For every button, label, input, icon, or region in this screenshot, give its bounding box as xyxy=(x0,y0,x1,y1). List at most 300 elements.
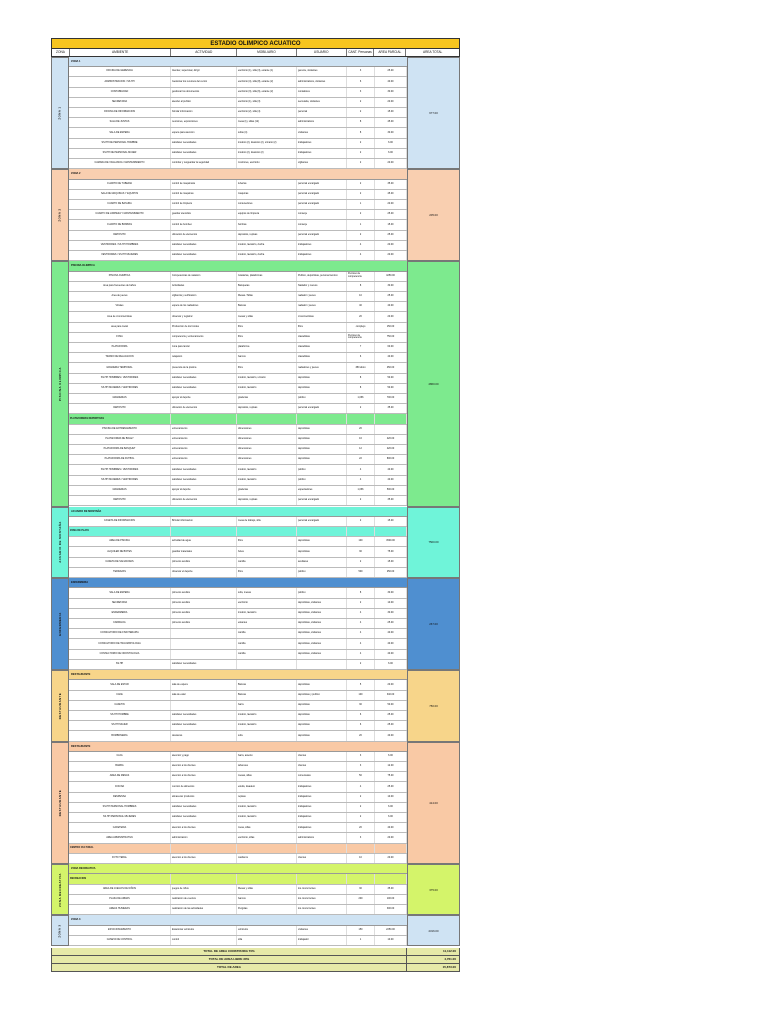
actividad-cell xyxy=(171,527,237,536)
table-row xyxy=(69,363,407,373)
ambiente-cell: AREA DE MESAS xyxy=(69,772,171,781)
actividad-cell: control de bombeo xyxy=(171,220,237,229)
usuario-cell: personal encargado xyxy=(297,200,347,209)
mobiliario-cell: depositos, repisas xyxy=(237,231,297,240)
table-row xyxy=(69,537,407,547)
personas-cell: 6 xyxy=(347,721,375,730)
actividad-cell: zona para lanzar xyxy=(171,343,237,352)
actividad-cell: satisfacer necesidades xyxy=(171,476,237,485)
mobiliario-cell: escritorio (1), silla (3) xyxy=(237,98,297,107)
ambiente-cell: Area de cronometristas xyxy=(69,312,171,321)
area-cell: 30.00 xyxy=(375,609,407,618)
ambiente-cell: PLATAFORMAS DEPORTIVAS xyxy=(69,414,171,423)
ambiente-cell: CENTRO CULTURAL xyxy=(69,844,171,853)
mobiliario-cell: vehiculos xyxy=(237,926,297,935)
mobiliario-cell xyxy=(237,660,297,669)
table-row xyxy=(69,486,407,496)
area-cell: 30.00 xyxy=(375,588,407,597)
usuario-cell: deportistas, visitantes xyxy=(297,650,347,659)
header-area-parcial: AREA PARCIAL xyxy=(374,49,406,56)
area-cell: 20.00 xyxy=(375,680,407,689)
zone-area-total: 375.00 xyxy=(407,864,460,915)
usuario-cell: gerente, visitantes xyxy=(297,67,347,76)
area-cell: 25.00 xyxy=(375,721,407,730)
ambiente-cell: CUARTO DE LIMPIEZA Y MANTENIMIENTO xyxy=(69,210,171,219)
usuario-cell: deportistas xyxy=(297,547,347,556)
personas-cell: 10 xyxy=(347,854,375,863)
ambiente-cell: TRAMO DE RELAJACION xyxy=(69,353,171,362)
ambiente-cell: ZONA DE PLAYA xyxy=(69,527,171,536)
table-row xyxy=(69,905,407,915)
table-row xyxy=(69,312,407,322)
area-cell: 60.00 xyxy=(375,343,407,352)
usuario-cell: trabajadores xyxy=(297,823,347,832)
personas-cell: 2 xyxy=(347,660,375,669)
zone-label: ZONA 3 xyxy=(58,924,62,938)
area-cell: 6.00 xyxy=(375,139,407,148)
area-cell: 75.00 xyxy=(375,772,407,781)
area-cell: 20.00 xyxy=(375,312,407,321)
area-cell: 100.00 xyxy=(375,895,407,904)
ambiente-cell: OFICINA DE GERENCIA xyxy=(69,67,171,76)
mobiliario-cell: inodoro, lavatorio xyxy=(237,609,297,618)
mobiliario-cell: camilla xyxy=(237,629,297,638)
ambiente-cell: PLATAFORMA DE BOLEY xyxy=(69,435,171,444)
mobiliario-cell: inodoro, lavatorio, ducha xyxy=(237,241,297,250)
usuario-cell: clavadistas xyxy=(297,343,347,352)
personas-cell: 4 xyxy=(347,241,375,250)
actividad-cell: atencion a los clientes xyxy=(171,823,237,832)
ambiente-cell: SS.HH PERSONAL MUJERES xyxy=(69,813,171,822)
table-row xyxy=(69,220,407,230)
ambiente-cell: SALA DE ESTAR xyxy=(69,680,171,689)
usuario-cell: personal encargado xyxy=(297,517,347,526)
area-cell: 6.00 xyxy=(375,660,407,669)
ambiente-cell: CUARTO DE BOMBAS xyxy=(69,220,171,229)
usuario-cell: deportistas xyxy=(297,537,347,546)
mobiliario-cell: dimensiones xyxy=(237,445,297,454)
usuario-cell: administrativos, visitantes xyxy=(297,77,347,86)
usuario-cell: los concurrentes xyxy=(297,905,347,914)
usuario-cell: personal encargado xyxy=(297,231,347,240)
actividad-cell: relajacion xyxy=(171,353,237,362)
table-row xyxy=(69,231,407,241)
usuario-cell: publico xyxy=(297,394,347,403)
mobiliario-cell: monitores, escritorio xyxy=(237,159,297,168)
personas-cell: 8 xyxy=(347,282,375,291)
personas-cell: 16 xyxy=(347,435,375,444)
zone-label: ZONA RECREATIVA xyxy=(58,872,62,907)
area-cell: 700.00 xyxy=(375,394,407,403)
actividad-cell: ubicacion de elementos xyxy=(171,496,237,505)
table-row xyxy=(69,926,407,936)
usuario-cell: deportistas, visitantes xyxy=(297,619,347,628)
personas-cell: 2 xyxy=(347,558,375,567)
area-cell: 12.00 xyxy=(375,762,407,771)
personas-cell: 4 xyxy=(347,650,375,659)
actividad-cell: juegos de niños xyxy=(171,885,237,894)
ambiente-cell: Area de jueces xyxy=(69,292,171,301)
ambiente-cell: DESPENSA xyxy=(69,793,171,802)
usuario-cell: deportistas xyxy=(297,680,347,689)
table-row xyxy=(69,782,407,792)
ambiente-cell: Area para frecuentes de baños xyxy=(69,282,171,291)
mobiliario-cell: fibra xyxy=(237,568,297,577)
area-cell: 20.00 xyxy=(375,833,407,842)
table-row xyxy=(69,568,407,578)
usuario-cell: deportistas, visitantes xyxy=(297,639,347,648)
actividad-cell: espera de los nadadores xyxy=(171,302,237,311)
zone-label-column xyxy=(51,670,69,742)
table-row xyxy=(69,455,407,465)
table-row xyxy=(69,384,407,394)
mobiliario-cell: mesa, sillas xyxy=(237,823,297,832)
area-cell: 420.00 xyxy=(375,435,407,444)
table-row xyxy=(69,180,407,190)
area-cell: 30.00 xyxy=(375,282,407,291)
zone-area-total: 2860.00 xyxy=(407,261,460,506)
personas-cell: 4 xyxy=(347,465,375,474)
table-row xyxy=(69,874,407,884)
mobiliario-cell: bancos xyxy=(237,353,297,362)
personas-cell: 3 xyxy=(347,762,375,771)
ambiente-cell: ENFERMERIA xyxy=(69,609,171,618)
ambiente-cell: ESTACIONAMIENTO xyxy=(69,926,171,935)
table-row xyxy=(69,547,407,557)
mobiliario-cell: fibra xyxy=(237,363,297,372)
table-row xyxy=(69,343,407,353)
mobiliario-cell: graderias xyxy=(237,486,297,495)
usuario-cell: vigilantes xyxy=(297,159,347,168)
actividad-cell: control de limpieza xyxy=(171,200,237,209)
actividad-cell: controlar y resguardar la seguridad xyxy=(171,159,237,168)
usuario-cell: visitantes xyxy=(297,128,347,137)
actividad-cell: primeros auxilios xyxy=(171,588,237,597)
usuario-cell xyxy=(297,844,347,853)
ambiente-cell: SS.HH DE PERSONAL HOMBRE xyxy=(69,139,171,148)
usuario-cell: personal encargado xyxy=(297,190,347,199)
table-row xyxy=(69,241,407,251)
table-row xyxy=(69,435,407,445)
zone-label: ZONA 2 xyxy=(58,208,62,222)
usuario-cell: publico xyxy=(297,476,347,485)
area-cell: 450.00 xyxy=(375,363,407,372)
usuario-cell: trabajadores xyxy=(297,139,347,148)
zone-section-header: ZONA RECREATIVA xyxy=(69,864,407,874)
area-cell: 40.00 xyxy=(375,629,407,638)
ambiente-cell: CONSULTORIO DE TRAUMATOLOGIA xyxy=(69,639,171,648)
area-cell: 25.00 xyxy=(375,292,407,301)
header-area-total: AREA TOTAL xyxy=(422,50,443,54)
personas-cell: 2 xyxy=(347,813,375,822)
actividad-cell: Competencias de natacion xyxy=(171,272,237,281)
ambiente-cell: BARRA xyxy=(69,762,171,771)
personas-cell: 1 xyxy=(347,220,375,229)
table-row xyxy=(69,660,407,670)
personas-cell: complejo xyxy=(347,323,375,332)
area-cell: 35.00 xyxy=(375,885,407,894)
zone-rows xyxy=(69,261,407,506)
mobiliario-cell: inodoro (2), lavatorio (2) xyxy=(237,149,297,158)
usuario-cell: trabajadores xyxy=(297,793,347,802)
ambiente-cell: FOTO TERAL xyxy=(69,854,171,863)
header-actividad: ACTIVIDAD xyxy=(171,49,237,56)
personas-cell: 2 xyxy=(347,599,375,608)
personas-cell: 1,066 xyxy=(347,486,375,495)
usuario-cell: personal encargado xyxy=(297,180,347,189)
ambiente-cell: SS.HH MUJERES / VESTIDORES xyxy=(69,384,171,393)
area-cell: 2250.00 xyxy=(375,926,407,935)
area-cell: 20.00 xyxy=(375,854,407,863)
mobiliario-cell: tuberias xyxy=(237,180,297,189)
mobiliario-cell: dimensiones xyxy=(237,435,297,444)
usuario-cell: trabajadores xyxy=(297,803,347,812)
ambiente-cell: AREAS HUMEDAS xyxy=(69,905,171,914)
ambiente-cell: SS.HH HOMBRES / VESTIDORES xyxy=(69,465,171,474)
personas-cell: 6 xyxy=(347,711,375,720)
zone-rows xyxy=(69,169,407,261)
area-cell: 800.00 xyxy=(375,455,407,464)
personas-cell: 8 xyxy=(347,588,375,597)
mobiliario-cell: depositos, repisas xyxy=(237,496,297,505)
table-row xyxy=(69,67,407,77)
mobiliario-cell: fibra xyxy=(237,323,297,332)
ambiente-cell: PLATAFORMA DE FUTBOL xyxy=(69,455,171,464)
zone-section-header: PISCINA OLIMPICA xyxy=(69,261,407,271)
personas-cell: 10 xyxy=(347,292,375,301)
actividad-cell: satisfacer necesidades xyxy=(171,813,237,822)
mobiliario-cell: inodoro, lavatorio xyxy=(237,476,297,485)
personas-cell: 2 xyxy=(347,496,375,505)
table-row xyxy=(69,629,407,639)
usuario-cell: personal encargado xyxy=(297,404,347,413)
table-row xyxy=(69,88,407,98)
usuario-cell: trabajadores xyxy=(297,149,347,158)
usuario-cell: trabajadores xyxy=(297,251,347,260)
area-cell: 750.00 xyxy=(375,333,407,342)
zone-area-total: 677.00 xyxy=(407,57,460,169)
usuario-cell: personal xyxy=(297,108,347,117)
personas-cell: 2 xyxy=(347,98,375,107)
zone-label-column xyxy=(51,915,69,946)
mobiliario-cell: Banquetas xyxy=(237,282,297,291)
actividad-cell: satisfacer necesidades xyxy=(171,241,237,250)
mobiliario-cell: escritorio (3), silla (6), estante (2) xyxy=(237,88,297,97)
personas-cell: Percoso de competencia xyxy=(347,272,375,281)
actividad-cell: control xyxy=(171,936,237,945)
ambiente-cell: VESTIDORES / SS.HH MUJERES xyxy=(69,251,171,260)
table-row xyxy=(69,650,407,660)
usuario-cell: contadores xyxy=(297,88,347,97)
area-cell: 20.00 xyxy=(375,241,407,250)
mobiliario-cell: botes xyxy=(237,547,297,556)
personas-cell: 2 xyxy=(347,190,375,199)
actividad-cell: entrenamiento xyxy=(171,425,237,434)
mobiliario-cell: bombas xyxy=(237,220,297,229)
area-cell: 300.00 xyxy=(375,905,407,914)
personas-cell: 8 xyxy=(347,118,375,127)
actividad-cell: sala de estar xyxy=(171,691,237,700)
usuario-cell: deportistas xyxy=(297,721,347,730)
mobiliario-cell: equipos de limpieza xyxy=(237,210,297,219)
header-usuario: USUARIO xyxy=(297,49,347,56)
usuario-cell: deportistas, visitantes xyxy=(297,609,347,618)
personas-cell: 200 xyxy=(347,895,375,904)
personas-cell: 8 xyxy=(347,374,375,383)
ambiente-cell: FOSA xyxy=(69,333,171,342)
table-row xyxy=(69,731,407,741)
personas-cell xyxy=(347,414,375,423)
usuario-cell: deportistas, visitantes xyxy=(297,599,347,608)
mobiliario-cell: mesa de trabajo, silla xyxy=(237,517,297,526)
area-cell xyxy=(375,425,407,434)
personas-cell: 4 xyxy=(347,476,375,485)
ambiente-cell: AREA ADMINISTRATIVA xyxy=(69,833,171,842)
mobiliario-cell: silla xyxy=(237,936,297,945)
zone-section-header: ZONA 2 xyxy=(69,169,407,179)
mobiliario-cell: Graderias, plataformas xyxy=(237,272,297,281)
personas-cell: 2 xyxy=(347,139,375,148)
area-cell xyxy=(375,874,407,883)
table-header xyxy=(51,49,460,57)
table-row xyxy=(69,691,407,701)
usuario-cell: Nadador y nuevos xyxy=(297,282,347,291)
personas-cell: 8 xyxy=(347,128,375,137)
area-cell: 40.00 xyxy=(375,476,407,485)
table-row xyxy=(69,496,407,506)
zone-rows xyxy=(69,670,407,742)
area-cell: 30.00 xyxy=(375,128,407,137)
mobiliario-cell: taburetes xyxy=(237,762,297,771)
ambiente-cell: SS.HH xyxy=(69,660,171,669)
table-row xyxy=(69,414,407,424)
mobiliario-cell: fibra xyxy=(237,333,297,342)
zone-section-header: RESTAURANTE xyxy=(69,742,407,752)
ambiente-cell: GRADERIA TEMPORAL xyxy=(69,363,171,372)
area-cell: 25.00 xyxy=(375,711,407,720)
table-row xyxy=(69,251,407,261)
actividad-cell: control de maquinaria xyxy=(171,180,237,189)
usuario-cell: publico xyxy=(297,588,347,597)
personas-cell: 7 xyxy=(347,343,375,352)
usuario-cell: los concurrentes xyxy=(297,895,347,904)
area-cell: 150.00 xyxy=(375,323,407,332)
personas-cell: 3 xyxy=(347,67,375,76)
personas-cell: 2 xyxy=(347,231,375,240)
actividad-cell: competencia y entrenamiento xyxy=(171,333,237,342)
area-cell: 50.00 xyxy=(375,384,407,393)
ambiente-cell: CONTABILIDAD xyxy=(69,88,171,97)
area-cell: 15.00 xyxy=(375,517,407,526)
ambiente-cell: GRADERIAS xyxy=(69,486,171,495)
table-row xyxy=(69,772,407,782)
area-cell: 40.00 xyxy=(375,650,407,659)
area-cell: 6.00 xyxy=(375,149,407,158)
zone-area-total: 7500.00 xyxy=(407,507,460,579)
area-cell: 500.00 xyxy=(375,486,407,495)
zone-area-total: 414.00 xyxy=(407,742,460,865)
zone-label: PISCINA OLIMPICA xyxy=(58,367,63,401)
mobiliario-cell: plataforma xyxy=(237,343,297,352)
header-ambiente: AMBIENTE xyxy=(70,49,172,56)
zone-section-header: ZONA 1 xyxy=(69,57,407,67)
actividad-cell: Produccion de los bordes xyxy=(171,323,237,332)
ambiente-cell: DEPOSITO xyxy=(69,231,171,240)
mobiliario-cell: mesas y sillas xyxy=(237,312,297,321)
actividad-cell: Atender, supervisar, dirigir xyxy=(171,67,237,76)
mobiliario-cell: Bancas xyxy=(237,302,297,311)
actividad-cell: brindar informacion xyxy=(171,108,237,117)
ambiente-cell: RECREACION xyxy=(69,874,171,883)
table-row xyxy=(69,752,407,762)
ambiente-cell: PLATAFORMA DE BASQUET xyxy=(69,445,171,454)
area-cell xyxy=(375,527,407,536)
actividad-cell: primeros auxilios xyxy=(171,619,237,628)
ambiente-cell: CASETA DE INFORMACION xyxy=(69,517,171,526)
area-cell: 6.00 xyxy=(375,803,407,812)
zone-label: RESTAURANTE xyxy=(58,692,62,720)
personas-cell xyxy=(347,905,375,914)
usuario-cell: los concurrentes xyxy=(297,885,347,894)
usuario-cell: deportistas xyxy=(297,435,347,444)
table-row xyxy=(69,98,407,108)
actividad-cell: primeros auxilios xyxy=(171,599,237,608)
personas-cell xyxy=(347,844,375,853)
ambiente-cell: VESTIDORES / SS.HH HOMBRES xyxy=(69,241,171,250)
ambiente-cell: AREA DE PISCINA xyxy=(69,537,171,546)
area-cell: 4500.00 xyxy=(375,537,407,546)
ambiente-cell: CAMARA DE VIGILANCIA / MANTENIMIENTO xyxy=(69,159,171,168)
mobiliario-cell xyxy=(237,874,297,883)
personas-cell xyxy=(347,527,375,536)
table-row xyxy=(69,465,407,475)
usuario-cell: clavadistas xyxy=(297,353,347,362)
zone-label-column xyxy=(51,169,69,261)
mobiliario-cell: camilla xyxy=(237,650,297,659)
table-row xyxy=(69,588,407,598)
actividad-cell: administracion xyxy=(171,833,237,842)
area-cell: 15.00 xyxy=(375,108,407,117)
area-cell: 40.00 xyxy=(375,465,407,474)
mobiliario-cell: graderias xyxy=(237,394,297,403)
usuario-cell: deportistas xyxy=(297,455,347,464)
zone-label-column xyxy=(51,261,69,506)
personas-cell: 12 xyxy=(347,445,375,454)
table-row xyxy=(69,425,407,435)
personas-cell: 2 xyxy=(347,210,375,219)
ambiente-cell: BOMBONERIA xyxy=(69,731,171,740)
mobiliario-cell: Mesas / Sillas xyxy=(237,292,297,301)
mobiliario-cell: inodoro, lavatorio xyxy=(237,721,297,730)
actividad-cell: satisfacer necesidades xyxy=(171,139,237,148)
header-personas: CANT. Personas xyxy=(347,49,375,56)
actividad-cell: descanso xyxy=(171,731,237,740)
personas-cell: 2 xyxy=(347,404,375,413)
zone-area-total: 205.00 xyxy=(407,169,460,261)
ambiente-cell: AREA DE JUEGOS DE NIÑOS xyxy=(69,885,171,894)
mobiliario-cell: contenedores xyxy=(237,200,297,209)
ambiente-cell: OFICINA DE INFORMACION xyxy=(69,108,171,117)
actividad-cell: control de maquinas xyxy=(171,190,237,199)
actividad-cell: primeros auxilios xyxy=(171,609,237,618)
usuario-cell: publico xyxy=(297,465,347,474)
personas-cell: 100 xyxy=(347,537,375,546)
personas-cell: 4 xyxy=(347,629,375,638)
personas-cell: 1 xyxy=(347,936,375,945)
usuario-cell: conserje xyxy=(297,220,347,229)
mobiliario-cell xyxy=(237,527,297,536)
actividad-cell: Estacionar vehiculos xyxy=(171,926,237,935)
